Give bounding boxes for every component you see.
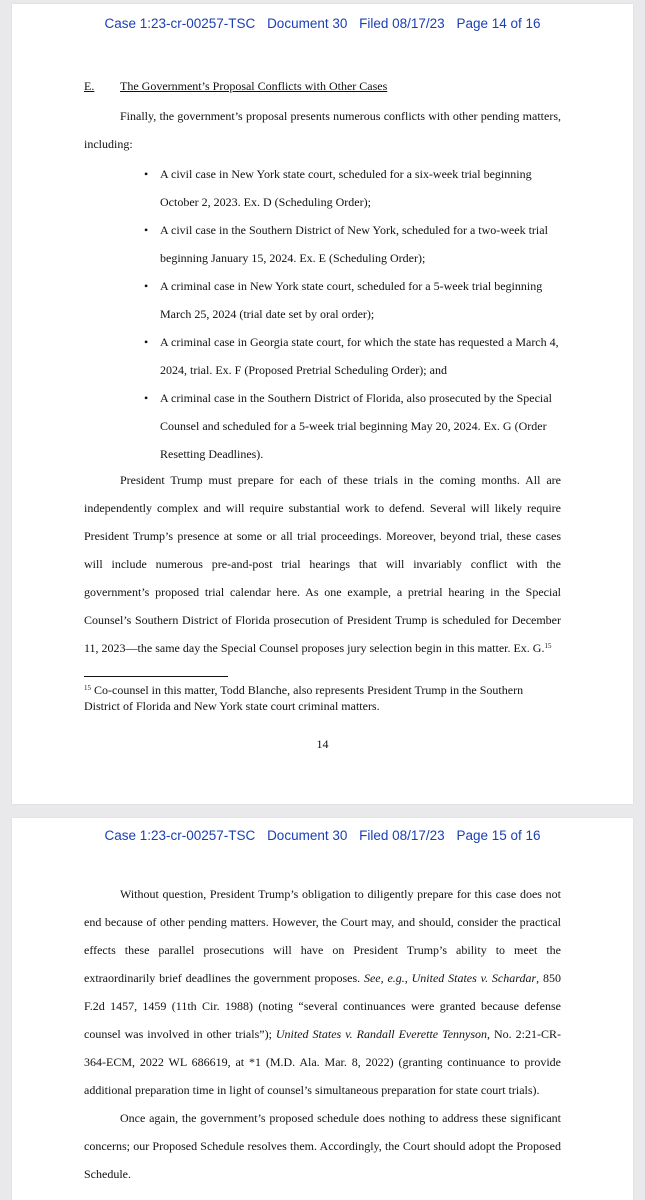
ecf-header [12, 16, 633, 31]
bullet-icon: • [144, 223, 149, 237]
case-number: Case 1:23-cr-00257-TSC [104, 16, 256, 31]
body-paragraph [84, 466, 561, 662]
section-heading [84, 76, 387, 96]
footnote-marker: 15 [544, 642, 552, 650]
page-number: 14 [316, 737, 329, 751]
document-page-14 [12, 4, 633, 804]
filed-date: Filed 08/17/23 [359, 16, 445, 31]
case-citation: United States v. Randall Everette Tennyson [275, 1027, 488, 1041]
footnote-divider [84, 676, 228, 677]
case-citation: United States v. Schardar [411, 971, 537, 985]
filed-date: Filed 08/17/23 [359, 828, 445, 843]
bullet-icon: • [144, 391, 149, 405]
list-item-text: A criminal case in the Southern District of Florida, also prosecuted by the Special Counsel and scheduled for a 5-week trial beginning May 20, 2024. Ex. G (Order Resetting Deadlines). [160, 391, 552, 461]
page-of: Page 14 of 16 [456, 16, 541, 31]
section-title: The Government’s Proposal Conflicts with Other Cases [120, 79, 388, 93]
footnote [84, 682, 561, 714]
paragraph-text: , 850 F.2d 1457, 1459 (11th Cir. 1988) (noting “several continuances were granted because defense counsel was involved in other trials”); [84, 971, 561, 1041]
list-item-text: A civil case in the Southern District of New York, scheduled for a two-week trial beginning January 15, 2024. Ex. E (Scheduling Order); [160, 223, 548, 265]
section-letter: E. [84, 79, 95, 93]
paragraph-text: Without question, President Trump’s obligation to diligently prepare for this case does not end because of other pending matters. However, the Court may, and should, consider the practical effects these parallel prosecutions will have on President Trump’s ability to meet the extraordinarily brief deadlines the government proposes. [84, 887, 561, 985]
bullet-icon: • [144, 335, 149, 349]
body-paragraph: Once again, the government’s proposed schedule does nothing to address these significant concerns; our Proposed Schedule resolves them. Accordingly, the Court should adopt the Proposed Schedule. [84, 1111, 561, 1181]
document-number: Document 30 [267, 828, 348, 843]
footnote-text: Co-counsel in this matter, Todd Blanche, also represents President Trump in the Southern District of Florida and New York state court criminal matters. [84, 683, 524, 713]
list-item-text: A civil case in New York state court, scheduled for a six-week trial beginning October 2, 2023. Ex. D (Scheduling Order); [160, 167, 532, 209]
paragraph-text: , [404, 971, 412, 985]
document-number: Document 30 [267, 16, 348, 31]
list-item-text: A criminal case in New York state court, scheduled for a 5-week trial beginning March 25, 2024 (trial date set by oral order); [160, 279, 543, 321]
footnote-number: 15 [84, 684, 91, 692]
case-number: Case 1:23-cr-00257-TSC [104, 828, 256, 843]
list-item-text: A criminal case in Georgia state court, for which the state has requested a March 4, 2024, trial. Ex. F (Proposed Pretrial Scheduling Order); and [160, 335, 559, 377]
signal-see-eg: See, e.g. [363, 971, 405, 985]
document-page-15 [12, 818, 633, 1200]
bullet-icon: • [144, 167, 149, 181]
page-of: Page 15 of 16 [456, 828, 541, 843]
bullet-icon: • [144, 279, 149, 293]
paragraph-text: , No. 2:21-CR-364-ECM, 2022 WL 686619, at *1 (M.D. Ala. Mar. 8, 2022) (granting continuance to provide additional preparation time in light of counsel’s simultaneous preparation for state court trials). [84, 1027, 562, 1097]
paragraph-text: President Trump must prepare for each of these trials in the coming months. All are independently complex and will require substantial work to defend. Several will likely require President Trump’s presence at some or all trial proceedings. Moreover, beyond trial, these cases will include numerous pre-and-post trial hearings that will invariably conflict with the government’s proposed trial calendar here. As one example, a pretrial hearing in the Special Counsel’s Southern District of Florida prosecution of President Trump is scheduled for December 11, 2023—the same day the Special Counsel proposes jury selection begin in this matter. Ex. G. [84, 473, 561, 655]
ecf-header [12, 828, 633, 843]
intro-paragraph: Finally, the government’s proposal presents numerous conflicts with other pending matters, including: [84, 109, 561, 151]
body-paragraph [84, 880, 561, 1104]
